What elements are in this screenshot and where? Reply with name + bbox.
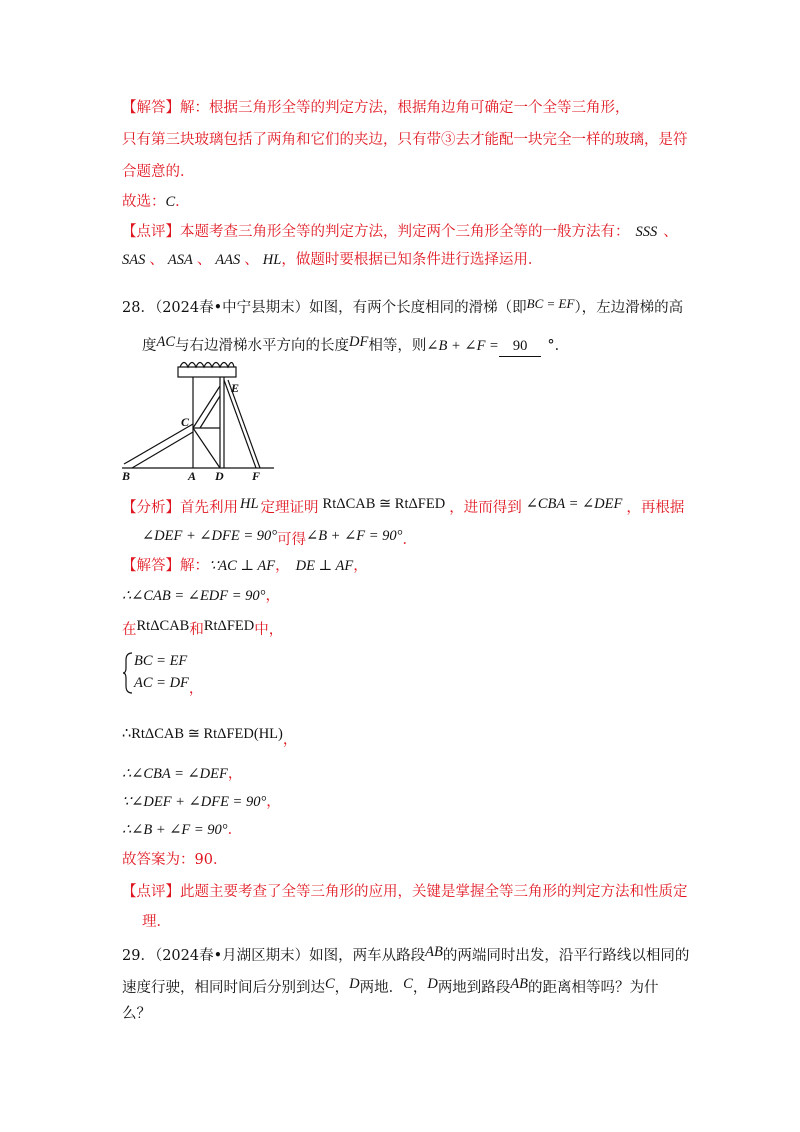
- answer-line-2: [122, 130, 688, 150]
- solution-text-a: 在: [122, 622, 137, 638]
- comment-line-2: [122, 250, 542, 270]
- math-c: C: [325, 976, 335, 992]
- final-answer-text: 故答案为：90．: [122, 852, 228, 868]
- solution-line-2: [122, 586, 280, 606]
- math-c-2: C: [403, 976, 413, 992]
- platform: [178, 367, 236, 377]
- label-c: C: [181, 415, 190, 429]
- solution-text-b: 和: [189, 622, 204, 638]
- degree-end: °．: [547, 338, 570, 354]
- analysis-text-c: ，进而得到: [449, 500, 522, 516]
- slide-figure: [118, 356, 278, 483]
- sep: 、: [196, 252, 212, 268]
- review-line-1: [122, 882, 688, 902]
- slide-bc-2: [132, 432, 193, 468]
- choice-label: 故选：: [122, 194, 166, 210]
- answer-text-2: 只有第三块玻璃包括了两角和它们的夹边，只有带③去才能配一块完全一样的玻璃，是符: [122, 132, 688, 148]
- math-step-6: ∴∠B + ∠F = 90°: [122, 822, 228, 838]
- sep: ，: [275, 558, 290, 574]
- math-ab-2: AB: [510, 976, 529, 992]
- math-d: D: [349, 976, 360, 992]
- slide-ef-1: [224, 380, 256, 468]
- sep: ，: [227, 766, 243, 782]
- analysis-text-e: 可得: [277, 532, 307, 548]
- sep: ，: [334, 980, 350, 996]
- solution-line-1: [122, 556, 368, 576]
- question-28-text: 28．（2024春•中宁县期末）如图，有两个长度相同的滑梯（即: [122, 300, 527, 316]
- sep: ，: [266, 794, 281, 810]
- analysis-text-d: ，再根据: [626, 500, 685, 516]
- math-ac-eq-df: AC = DF: [134, 675, 189, 691]
- comment-line-1: [122, 222, 678, 242]
- math-step-4: ∴∠CBA = ∠DEF: [122, 766, 228, 782]
- sep: 、: [244, 252, 259, 268]
- sep: 、: [663, 224, 678, 240]
- comment-tag: 【点评】: [122, 224, 180, 240]
- label-e: E: [231, 381, 240, 395]
- solution-line-7: [122, 792, 281, 812]
- math-asa: ASA: [167, 252, 193, 268]
- choice-end: ．: [175, 194, 190, 210]
- math-rt-fed: RtΔFED: [203, 618, 255, 634]
- brace-2: [193, 386, 220, 428]
- math-step-1: ∴∠CAB = ∠EDF = 90°: [122, 588, 266, 604]
- sep: ，: [282, 732, 298, 748]
- math-def-sum: ∠DEF + ∠DFE = 90°: [142, 528, 278, 544]
- math-step-5: ∵∠DEF + ∠DFE = 90°: [122, 794, 267, 810]
- math-bc-ef: BC = EF: [526, 296, 575, 311]
- math-angle-sum: ∠B + ∠F =: [426, 338, 499, 354]
- analysis-line-2: [142, 526, 417, 550]
- question-29-text-g: 两地到路段: [437, 980, 511, 996]
- sep: ，: [188, 681, 204, 697]
- solution-text-c: 中，: [254, 622, 284, 638]
- answer-line-1: [122, 98, 630, 118]
- label-f: F: [252, 469, 261, 483]
- solution-line-5: [122, 724, 298, 748]
- math-angle-eq: ∠CBA = ∠DEF: [525, 496, 623, 512]
- choice-line: [122, 192, 190, 212]
- question-29-text-c: 速度行驶，相同时间后分别到达: [122, 980, 325, 996]
- math-bc-eq-ef: BC = EF: [134, 653, 188, 669]
- question-28-line-1: [122, 294, 683, 318]
- solution-label: 解：: [180, 558, 209, 574]
- system-eq-1: [134, 651, 187, 671]
- question-29-text-e: 两地．: [359, 980, 404, 996]
- label-b: B: [122, 469, 131, 483]
- answer-text-3: 合题意的．: [122, 164, 195, 180]
- math-hl: HL: [262, 252, 282, 268]
- comment-text: 本题考查三角形全等的判定方法，判定两个三角形全等的一般方法有：: [180, 224, 630, 240]
- math-hl: HL: [240, 496, 259, 512]
- sep: ，: [353, 558, 368, 574]
- math-rt-cab: RtΔCAB: [136, 618, 190, 634]
- analysis-line-1: [122, 494, 684, 518]
- label-a: A: [188, 469, 197, 483]
- answer-line-3: [122, 162, 195, 182]
- math-ac-perp: ∵AC ⊥ AF: [209, 558, 276, 574]
- review-line-2: [142, 912, 171, 932]
- question-29-text-i: 么？: [122, 1006, 151, 1022]
- math-ab: AB: [425, 944, 443, 960]
- math-aas: AAS: [215, 252, 241, 268]
- label-d: D: [215, 469, 224, 483]
- math-congruent-hl: ∴RtΔCAB ≅ RtΔFED(HL): [122, 726, 283, 742]
- final-answer: [122, 850, 227, 870]
- question-29-line-1: [122, 942, 689, 966]
- sep: ，: [412, 980, 428, 996]
- review-text-2: 理．: [142, 914, 171, 930]
- math-b-f-sum: ∠B + ∠F = 90°: [306, 528, 403, 544]
- question-29-text-h: 的距离相等吗？为什: [528, 980, 659, 996]
- question-28-text-e: 相等，则: [368, 338, 427, 354]
- analysis-text-a: 首先利用: [180, 500, 238, 516]
- question-28-line-2: [142, 332, 569, 357]
- review-text: 此题主要考查了全等三角形的应用，关键是掌握全等三角形的判定方法和性质定: [180, 884, 688, 900]
- answer-blank: 90: [499, 336, 542, 357]
- system-brace: [122, 652, 134, 694]
- math-d-2: D: [427, 976, 438, 992]
- choice-value: C: [165, 194, 176, 210]
- math-sas: SAS: [122, 252, 146, 268]
- solution-tag: 【解答】: [122, 558, 180, 574]
- system-eq-2: [134, 673, 204, 697]
- analysis-end: ．: [402, 532, 417, 548]
- analysis-text-b: 定理证明: [260, 500, 319, 516]
- question-29-line-3: [122, 1004, 151, 1024]
- math-ac: AC: [156, 334, 176, 350]
- math-congruent: RtΔCAB ≅ RtΔFED: [322, 496, 446, 512]
- math-de-perp: DE ⊥ AF: [295, 558, 354, 574]
- analysis-tag: 【分析】: [122, 500, 180, 516]
- solution-line-3: [122, 616, 283, 640]
- brace-1: [193, 428, 220, 468]
- question-28-text-d: 与右边滑梯水平方向的长度: [175, 338, 350, 354]
- question-28-text-b: ），左边滑梯的高: [574, 300, 684, 316]
- answer-tag: 【解答】: [122, 100, 180, 116]
- railing: [180, 363, 234, 368]
- slide-bc-1: [124, 424, 193, 464]
- math-sss: SSS: [635, 224, 658, 240]
- comment-text-2: ，做题时要根据已知条件进行选择运用．: [281, 252, 543, 268]
- solution-line-8: [122, 820, 242, 840]
- solution-line-6: [122, 764, 242, 784]
- math-df: DF: [349, 334, 369, 350]
- sep: ，: [265, 588, 280, 604]
- sep: 、: [149, 252, 164, 268]
- question-29-line-2: [122, 974, 659, 998]
- review-tag: 【点评】: [122, 884, 180, 900]
- answer-text: 解：根据三角形全等的判定方法，根据角边角可确定一个全等三角形，: [180, 100, 630, 116]
- question-28-text-c: 度: [142, 338, 157, 354]
- sep: ．: [227, 822, 243, 838]
- question-29-text-a: 29．（2024春•月湖区期末）如图，两车从路段: [122, 948, 426, 964]
- question-29-text-b: 的两端同时出发，沿平行路线以相同的: [442, 948, 690, 964]
